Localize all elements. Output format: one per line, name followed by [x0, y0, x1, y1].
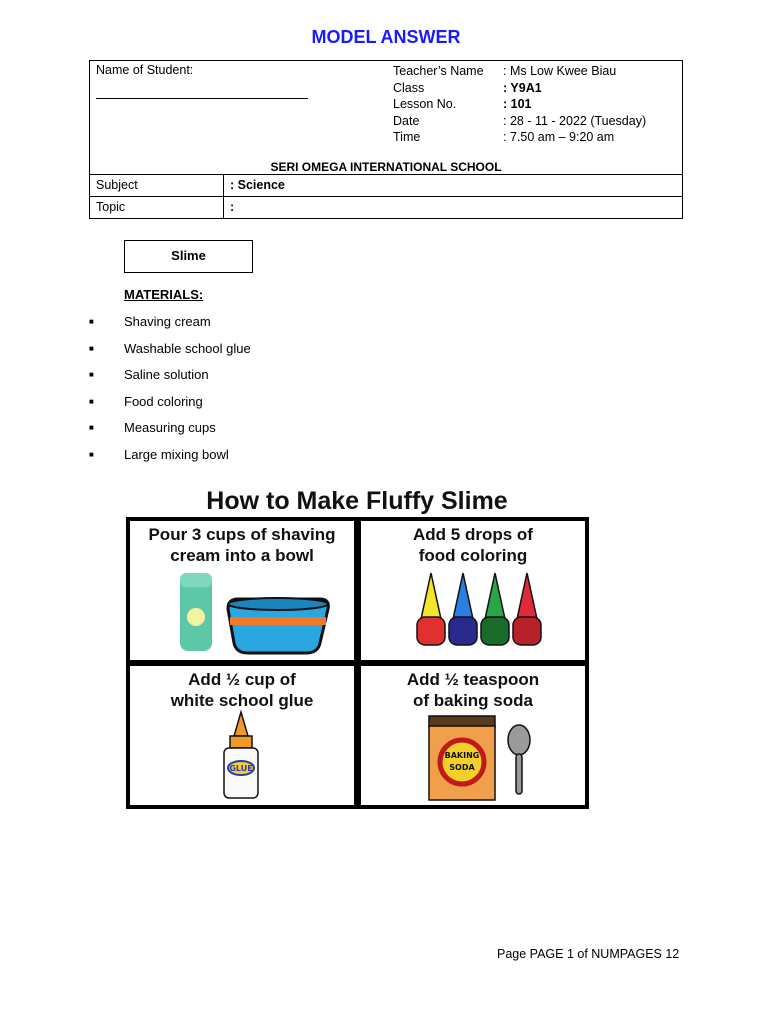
- step-line: Add ½ teaspoon: [406, 670, 540, 689]
- material-text: Shaving cream: [124, 314, 211, 329]
- info-row-lesson: [393, 96, 646, 113]
- step-line: Add 5 drops of: [413, 525, 533, 544]
- info-value: : Ms Low Kwee Biau: [503, 64, 617, 78]
- list-item: [89, 365, 251, 392]
- student-name-line[interactable]: [96, 97, 308, 99]
- infographic-title: How to Make Fluffy Slime: [206, 487, 508, 515]
- step-panel-4: [361, 666, 585, 805]
- material-text: Measuring cups: [124, 420, 216, 436]
- step-line: food coloring: [418, 546, 528, 565]
- list-item: [89, 445, 251, 472]
- glue-label: GLUE: [229, 764, 253, 773]
- subject-value: : Science: [224, 175, 683, 197]
- step-line: cream into a bowl: [170, 546, 314, 565]
- slime-title-box: Slime: [124, 240, 253, 273]
- soda-label-2: SODA: [449, 763, 475, 772]
- step-line: white school glue: [170, 691, 314, 710]
- info-key: Date: [393, 113, 420, 128]
- topic-label: Topic: [90, 197, 224, 219]
- bullet-icon: ■: [89, 423, 94, 433]
- header-top-cell: [90, 61, 683, 175]
- school-name: SERI OMEGA INTERNATIONAL SCHOOL: [270, 160, 502, 174]
- step-text: [361, 524, 585, 566]
- info-value: : 28 - 11 - 2022 (Tuesday): [503, 113, 647, 128]
- student-name-label: Name of Student:: [96, 63, 194, 77]
- list-item: [89, 392, 251, 419]
- bullet-icon: ■: [89, 317, 94, 326]
- step-text: [130, 669, 354, 711]
- lesson-info: [393, 63, 646, 146]
- slime-infographic: [117, 486, 597, 812]
- step-line: Pour 3 cups of shaving: [148, 525, 336, 544]
- info-value: : 101: [503, 97, 532, 111]
- topic-value[interactable]: :: [224, 197, 683, 219]
- list-item: [89, 312, 251, 339]
- step-panel-1: [130, 521, 354, 660]
- step-line: of baking soda: [413, 691, 533, 710]
- materials-heading: MATERIALS:: [124, 287, 204, 302]
- info-key: Class: [393, 80, 425, 95]
- header-table: [89, 60, 683, 219]
- list-item: [89, 339, 251, 366]
- info-value: : 7.50 am – 9:20 am: [503, 130, 615, 144]
- step-panel-2: [361, 521, 585, 660]
- info-key: Lesson No.: [393, 97, 457, 111]
- info-row-time: [393, 129, 646, 146]
- bullet-icon: ■: [89, 370, 94, 380]
- materials-list: [89, 312, 251, 472]
- page-footer: Page PAGE 1 of NUMPAGES 12: [497, 947, 680, 961]
- info-row-date: [393, 113, 646, 130]
- material-text: Saline solution: [124, 367, 209, 383]
- material-text: Large mixing bowl: [124, 446, 229, 462]
- info-key: Time: [393, 130, 421, 144]
- bullet-icon: ■: [89, 396, 94, 406]
- info-key: Teacher’s Name: [393, 64, 484, 78]
- step-panel-3: [130, 666, 354, 805]
- step-text: [361, 669, 585, 711]
- bullet-icon: ■: [89, 343, 94, 353]
- info-row-class: [393, 80, 646, 97]
- infographic-panels: [126, 517, 589, 809]
- info-row-teacher: [393, 63, 646, 80]
- soda-label-1: BAKING: [444, 751, 480, 760]
- bullet-icon: ■: [89, 449, 94, 459]
- step-line: Add ½ cup of: [188, 670, 296, 689]
- step-text: [130, 524, 354, 566]
- material-text: Food coloring: [124, 393, 203, 409]
- page-title: MODEL ANSWER: [311, 27, 461, 47]
- subject-label: Subject: [90, 175, 224, 197]
- list-item: [89, 418, 251, 445]
- material-text: Washable school glue: [124, 340, 251, 356]
- info-value: : Y9A1: [503, 80, 542, 95]
